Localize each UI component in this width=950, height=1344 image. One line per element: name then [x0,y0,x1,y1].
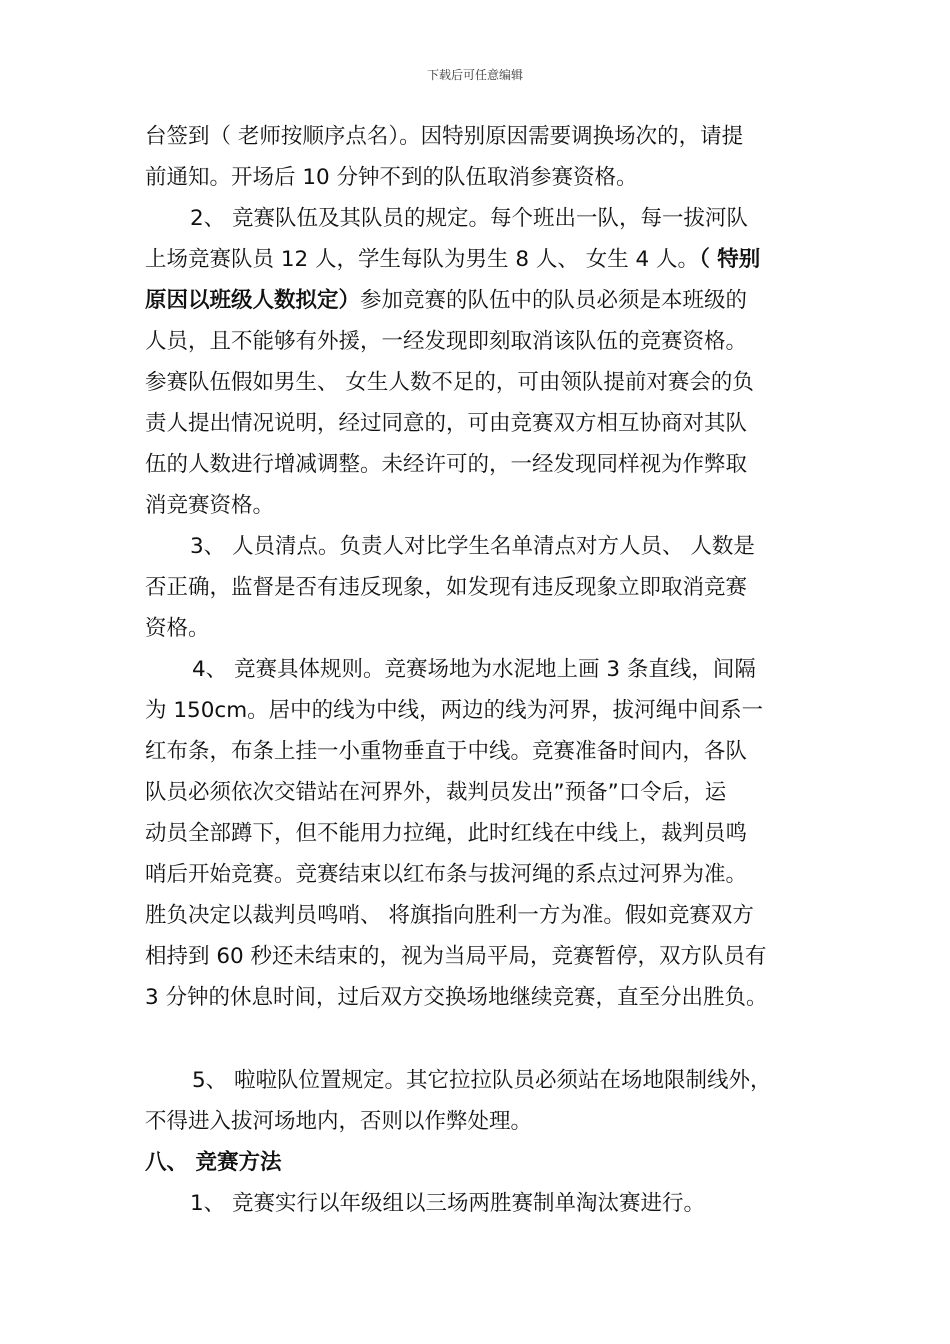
text-line: 胜负决定以裁判员鸣哨、 将旗指向胜利一方为准。假如竞赛双方 [145,903,754,928]
text-line: 前通知。开场后 10 分钟不到的队伍取消参赛资格。 [145,165,638,190]
text-line: 哨后开始竞赛。竞赛结束以红布条与拔河绳的系点过河界为准。 [145,862,748,887]
text-line: 伍的人数进行增减调整。未经许可的，一经发现同样视为作弊取 [145,452,748,477]
text-line: 参赛队伍假如男生、 女生人数不足的，可由领队提前对赛会的负 [145,370,754,395]
text-line: 相持到 60 秒还未结束的，视为当局平局，竞赛暂停，双方队员有 [145,944,767,969]
text-line: 消竞赛资格。 [145,493,275,518]
text-line: 队员必须依次交错站在河界外，裁判员发出”预备”口令后，运 [145,780,727,805]
text-line: 不得进入拔河场地内，否则以作弊处理。 [145,1109,533,1134]
text-line: 3 分钟的休息时间，过后双方交换场地继续竞赛，直至分出胜负。 [145,985,768,1010]
text-line: 动员全部蹲下，但不能用力拉绳，此时红线在中线上，裁判员鸣 [145,821,748,846]
section-heading: 八、 竞赛方法 [145,1150,282,1175]
text-line: 2、 竞赛队伍及其队员的规定。每个班出一队，每一拔河队 [190,206,749,231]
text-segment: 上场竞赛队员 12 人，学生每队为男生 8 人、 女生 4 人。 [145,247,700,272]
text-line: 红布条，布条上挂一小重物垂直于中线。竞赛准备时间内，各队 [145,739,748,764]
text-line-mixed [145,245,760,275]
text-line: 否正确，监督是否有违反现象，如发现有违反现象立即取消竞赛 [145,575,748,600]
text-line: 4、 竞赛具体规则。竞赛场地为水泥地上画 3 条直线，间隔 [192,657,756,682]
text-line: 资格。 [145,616,210,641]
text-line: 5、 啦啦队位置规定。其它拉拉队员必须站在场地限制线外， [192,1068,772,1093]
page-header: 下载后可任意编辑 [426,68,523,82]
text-line: 3、 人员清点。负责人对比学生名单清点对方人员、 人数是 [190,534,755,559]
text-line-mixed [145,286,747,316]
text-line: 1、 竞赛实行以年级组以三场两胜赛制单淘汰赛进行。 [190,1191,706,1216]
text-line: 台签到（ 老师按顺序点名）。因特别原因需要调换场次的，请提 [145,124,744,149]
bold-text-segment: （ 特别 [699,247,761,272]
text-line: 为 150cm。居中的线为中线，两边的线为河界，拔河绳中间系一 [145,698,764,723]
text-line: 人员，且不能够有外援，一经发现即刻取消该队伍的竞赛资格。 [145,329,748,354]
bold-text-segment: 原因以班级人数拟定） [145,288,361,313]
text-segment: 参加竞赛的队伍中的队员必须是本班级的 [360,288,748,313]
text-line: 责人提出情况说明，经过同意的，可由竞赛双方相互协商对其队 [145,411,748,436]
